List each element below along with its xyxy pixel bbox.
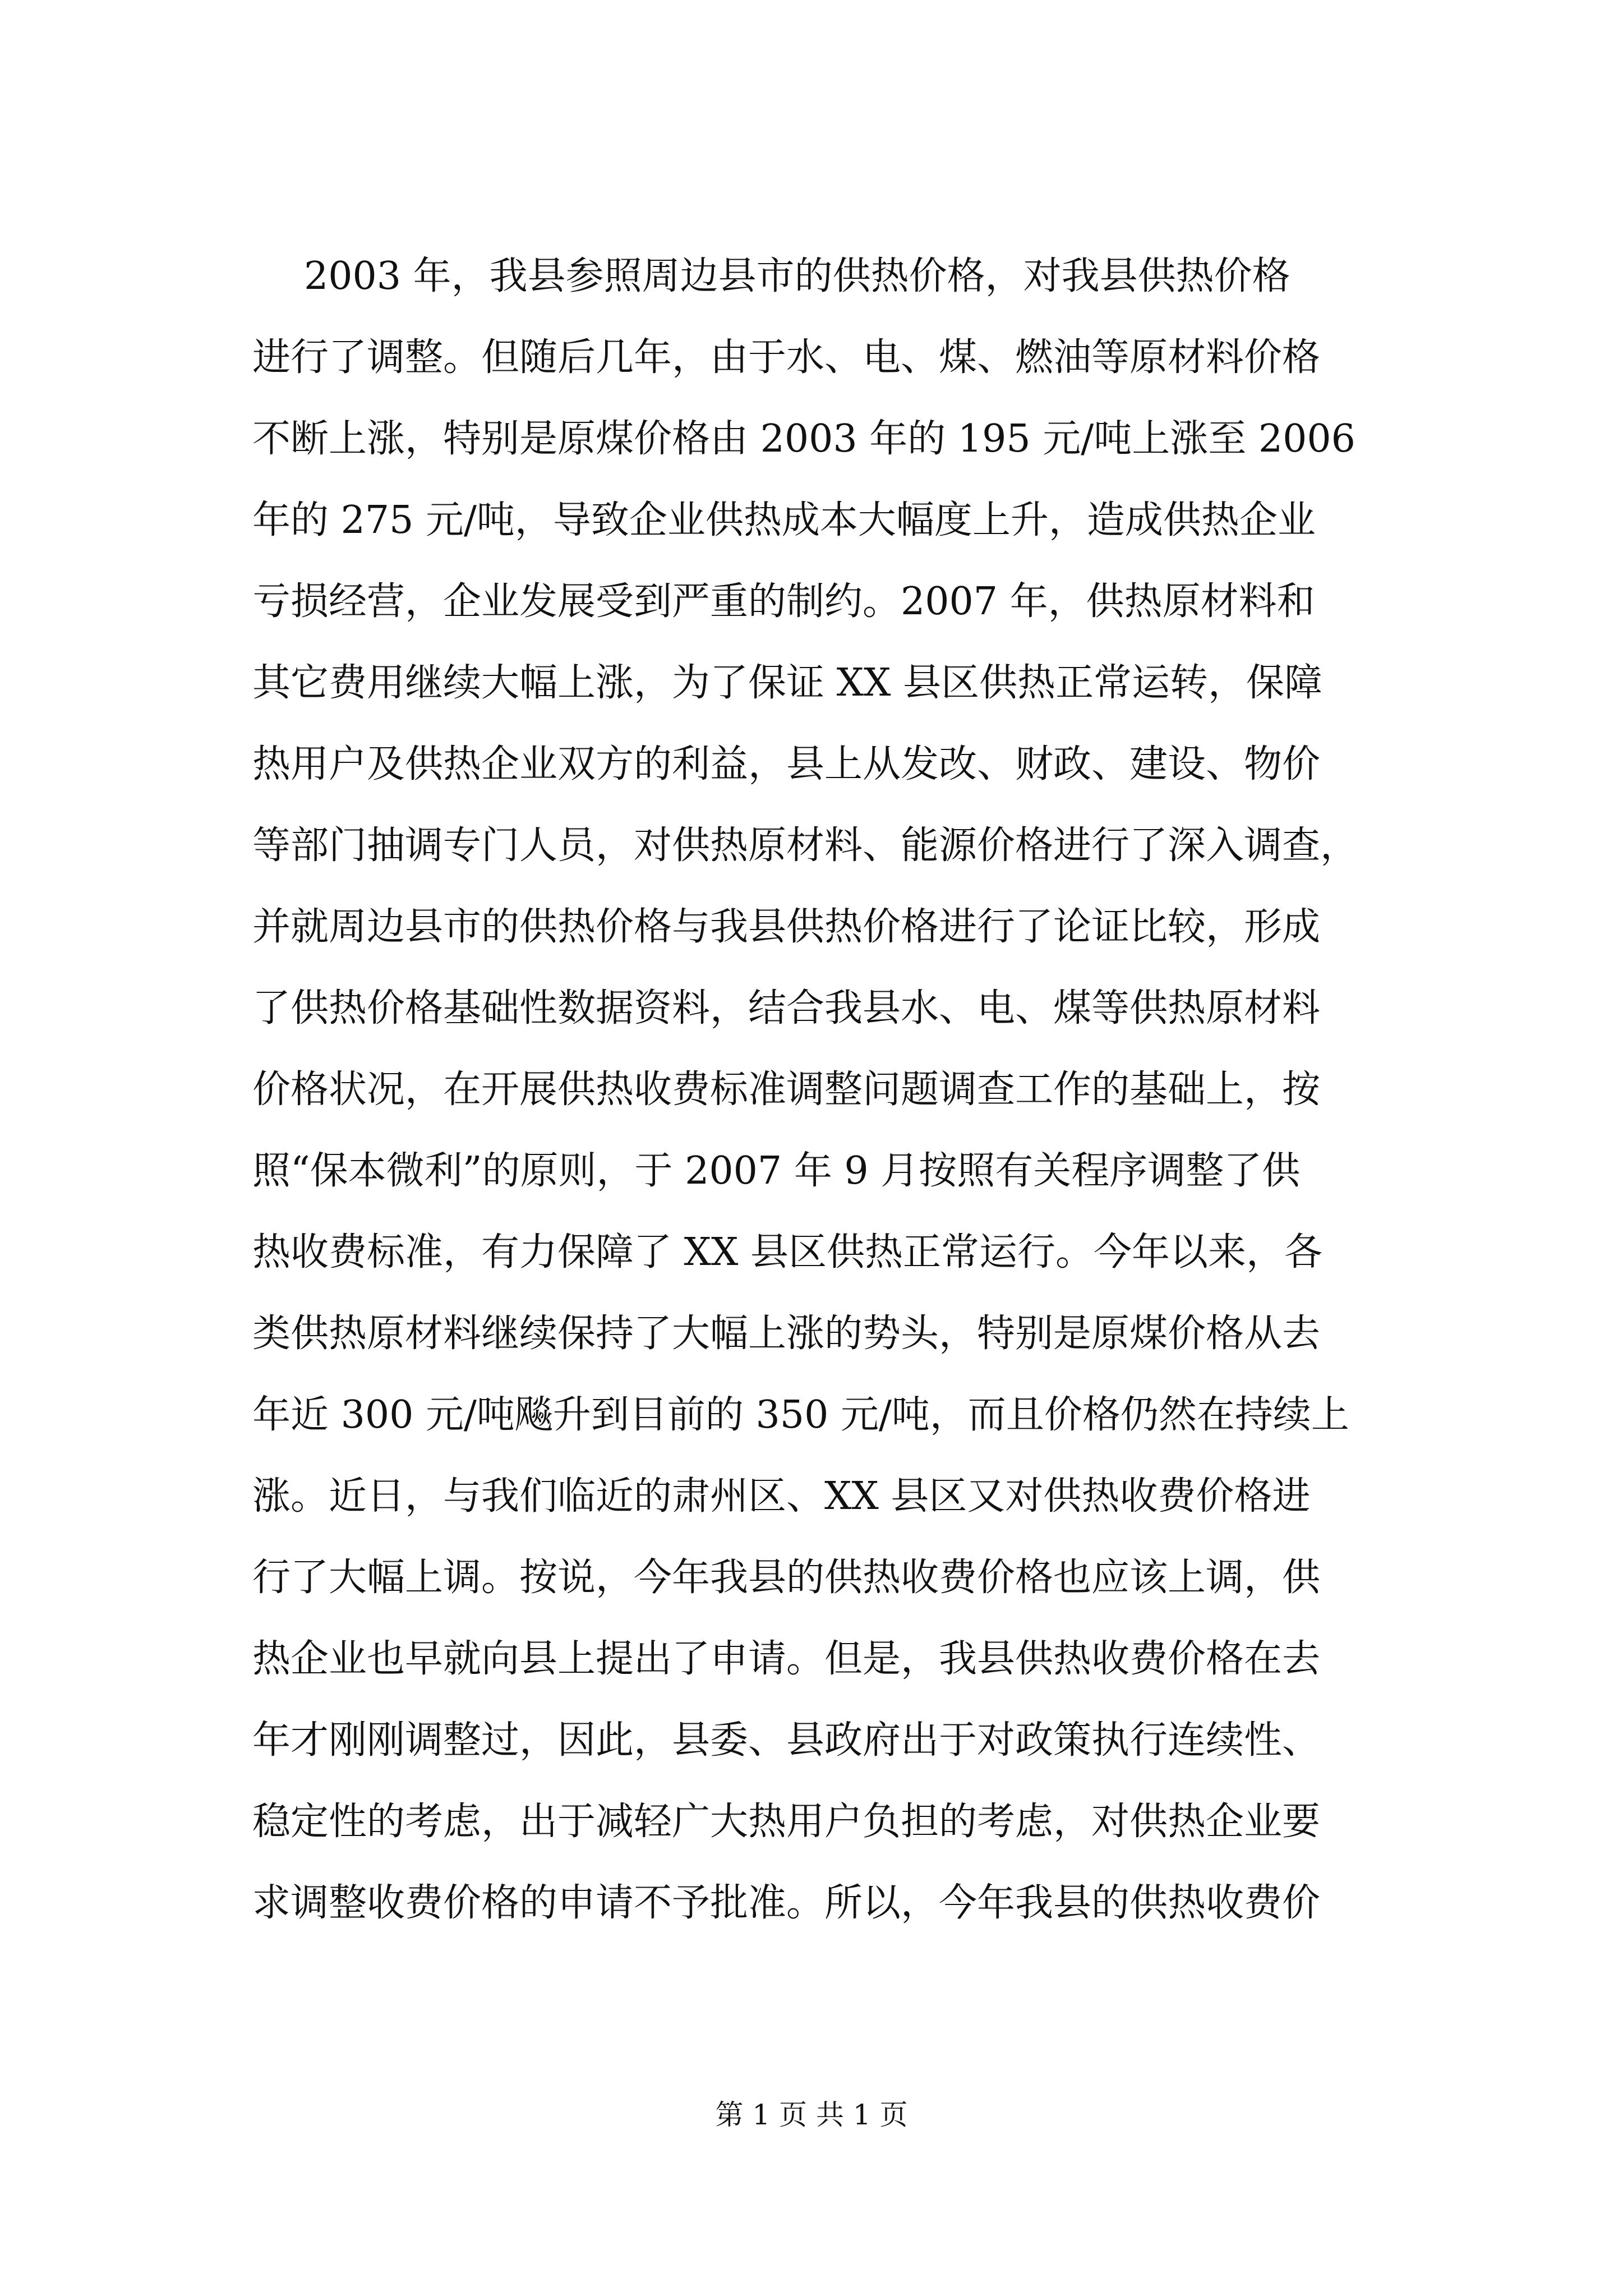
text-line: 年才刚刚调整过，因此，县委、县政府出于对政策执行连续性、 [252, 1718, 1321, 1763]
page-number-label: 第 1 页 共 1 页 [715, 2099, 908, 2131]
text-line: 其它费用继续大幅上涨，为了保证 XX 县区供热正常运转，保障 [252, 661, 1323, 705]
text-line: 并就周边县市的供热价格与我县供热价格进行了论证比较，形成 [252, 905, 1321, 949]
text-line: 2003 年，我县参照周边县市的供热价格，对我县供热价格 [304, 254, 1290, 298]
text-line: 等部门抽调专门人员，对供热原材料、能源价格进行了深入调查， [252, 823, 1359, 868]
text-line: 热用户及供热企业双方的利益，县上从发改、财政、建设、物价 [252, 742, 1321, 786]
text-line: 进行了调整。但随后几年，由于水、电、煤、燃油等原材料价格 [252, 335, 1321, 380]
text-line: 涨。近日，与我们临近的肃州区、XX 县区又对供热收费价格进 [252, 1474, 1311, 1519]
text-line: 热企业也早就向县上提出了申请。但是，我县供热收费价格在去 [252, 1637, 1321, 1681]
text-line: 价格状况，在开展供热收费标准调整问题调查工作的基础上，按 [252, 1068, 1321, 1112]
text-line: 了供热价格基础性数据资料，结合我县水、电、煤等供热原材料 [252, 986, 1321, 1030]
text-line: 年的 275 元/吨，导致企业供热成本大幅度上升，造成供热企业 [252, 498, 1316, 542]
text-line: 稳定性的考虑，出于减轻广大热用户负担的考虑，对供热企业要 [252, 1800, 1321, 1844]
text-line: 亏损经营，企业发展受到严重的制约。2007 年，供热原材料和 [252, 579, 1315, 624]
text-line: 行了大幅上调。按说，今年我县的供热收费价格也应该上调，供 [252, 1556, 1321, 1600]
text-line: 热收费标准，有力保障了 XX 县区供热正常运行。今年以来，各 [252, 1230, 1323, 1274]
page-footer [0, 2095, 1623, 2134]
text-line: 类供热原材料继续保持了大幅上涨的势头，特别是原煤价格从去 [252, 1312, 1321, 1356]
text-line: 年近 300 元/吨飚升到目前的 350 元/吨，而且价格仍然在持续上 [252, 1393, 1349, 1437]
text-line: 求调整收费价格的申请不予批准。所以，今年我县的供热收费价 [252, 1881, 1321, 1925]
body-paragraph [252, 236, 1419, 1944]
text-line: 照“保本微利”的原则，于 2007 年 9 月按照有关程序调整了供 [252, 1149, 1301, 1193]
text-line: 不断上涨，特别是原煤价格由 2003 年的 195 元/吨上涨至 2006 [252, 417, 1355, 461]
